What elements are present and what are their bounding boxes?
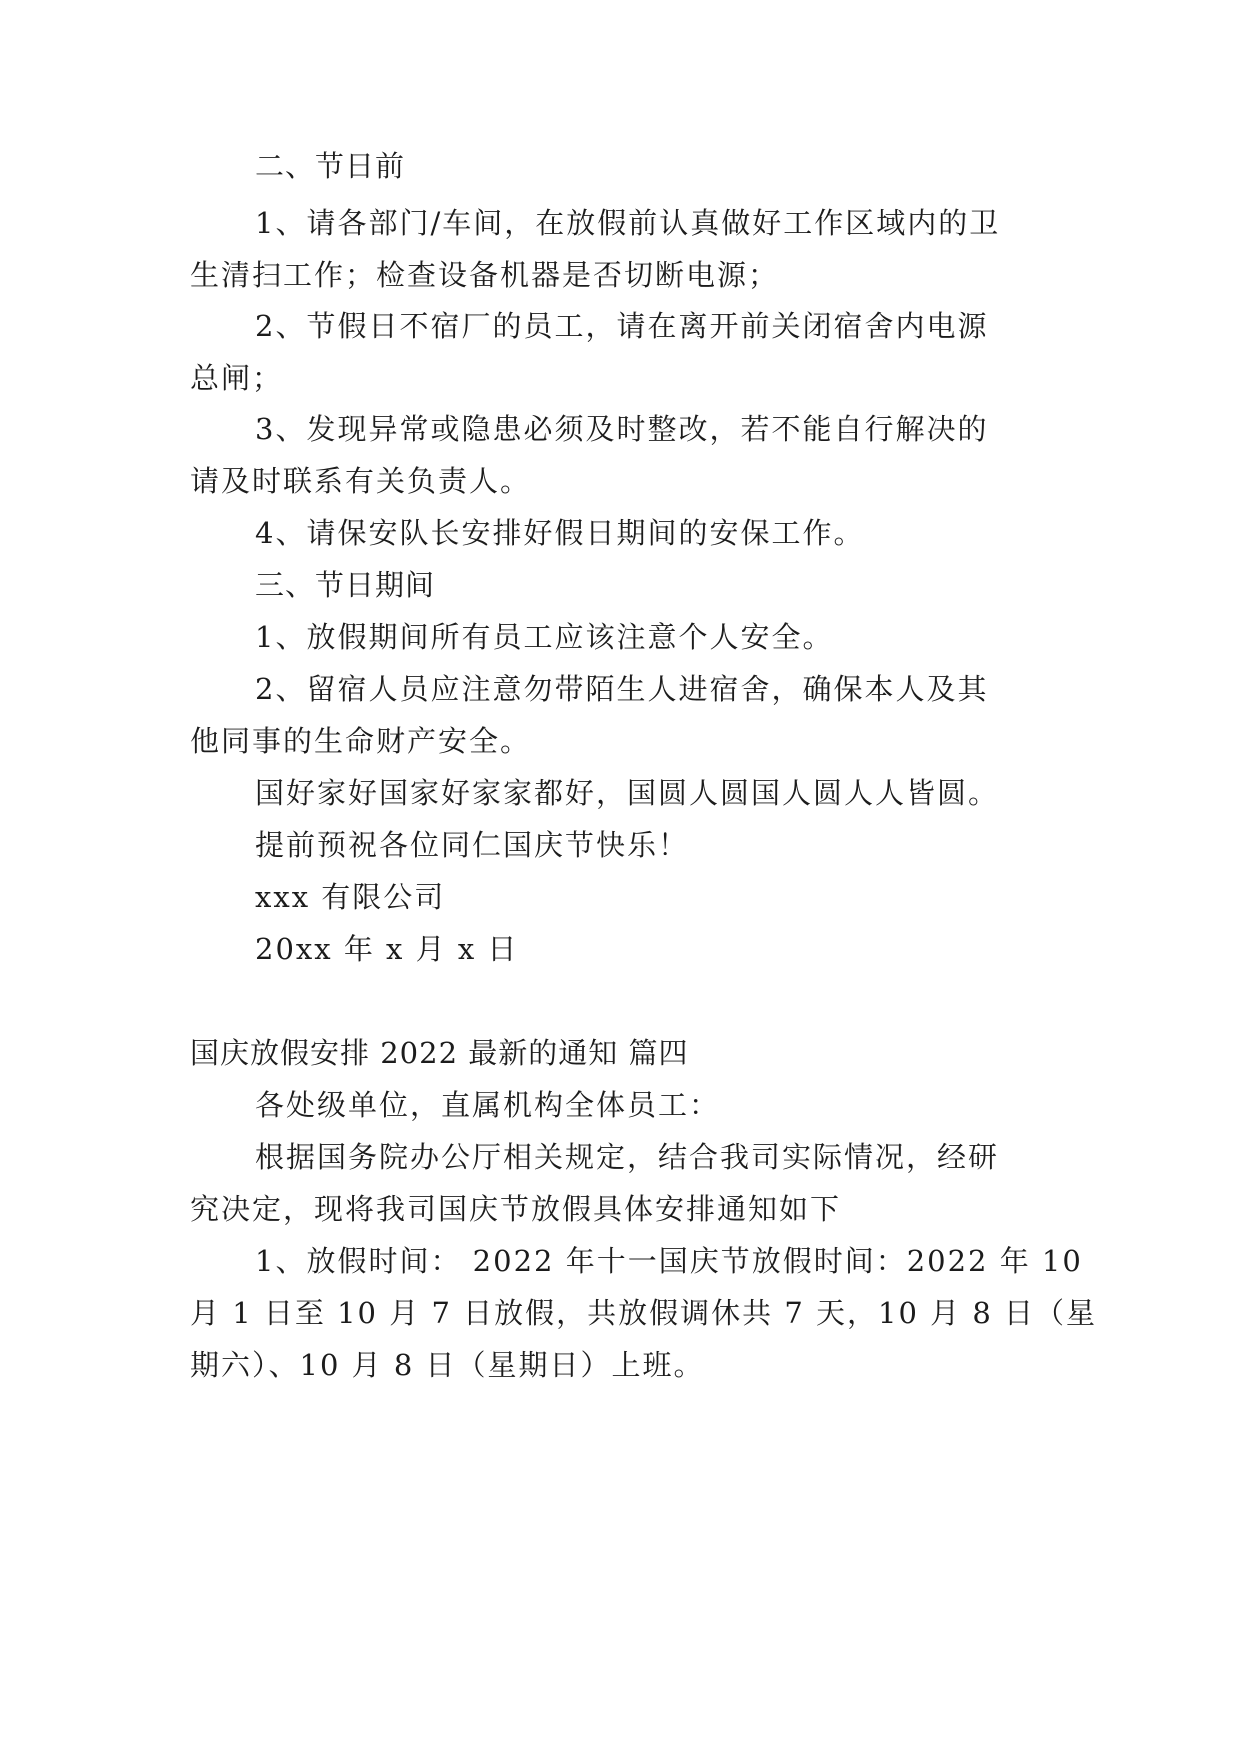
during-item-2-line-1: 2、留宿人员应注意勿带陌生人进宿舍，确保本人及其 — [255, 672, 989, 706]
before-item-2-line-1: 2、节假日不宿厂的员工，请在离开前关闭宿舍内电源 — [255, 309, 989, 343]
intro-line-1: 根据国务院办公厅相关规定，结合我司实际情况，经研 — [255, 1140, 1000, 1174]
holiday-item-line-2: 月 1 日至 10 月 7 日放假，共放假调休共 7 天，10 月 8 日（星 — [190, 1296, 1098, 1330]
intro-line-2: 究决定，现将我司国庆节放假具体安排通知如下 — [190, 1192, 842, 1226]
slogan: 国好家好国家好家家都好，国圆人圆国人圆人人皆圆。 — [255, 776, 1000, 810]
greeting: 提前预祝各位同仁国庆节快乐！ — [255, 828, 690, 862]
during-item-2-line-2: 他同事的生命财产安全。 — [190, 724, 532, 758]
signature-company: xxx 有限公司 — [255, 880, 446, 914]
section-three-heading: 三、节日期间 — [255, 568, 436, 602]
salutation: 各处级单位，直属机构全体员工： — [255, 1088, 721, 1122]
signature-date: 20xx 年 x 月 x 日 — [255, 932, 519, 966]
holiday-item-line-1: 1、放假时间： 2022 年十一国庆节放假时间：2022 年 10 — [255, 1244, 1083, 1278]
during-item-1: 1、放假期间所有员工应该注意个人安全。 — [255, 620, 834, 654]
section-two-heading: 二、节日前 — [255, 149, 406, 183]
before-item-3-line-1: 3、发现异常或隐患必须及时整改，若不能自行解决的 — [255, 412, 989, 446]
holiday-item-line-3: 期六）、10 月 8 日（星期日）上班。 — [190, 1348, 705, 1382]
before-item-2-line-2: 总闸； — [190, 361, 284, 395]
before-item-3-line-2: 请及时联系有关负责人。 — [190, 464, 532, 498]
before-item-4: 4、请保安队长安排好假日期间的安保工作。 — [255, 516, 865, 550]
before-item-1-line-1: 1、请各部门/车间，在放假前认真做好工作区域内的卫 — [255, 206, 1001, 240]
before-item-1-line-2: 生清扫工作；检查设备机器是否切断电源； — [190, 258, 780, 292]
article-four-title: 国庆放假安排 2022 最新的通知 篇四 — [190, 1036, 689, 1070]
